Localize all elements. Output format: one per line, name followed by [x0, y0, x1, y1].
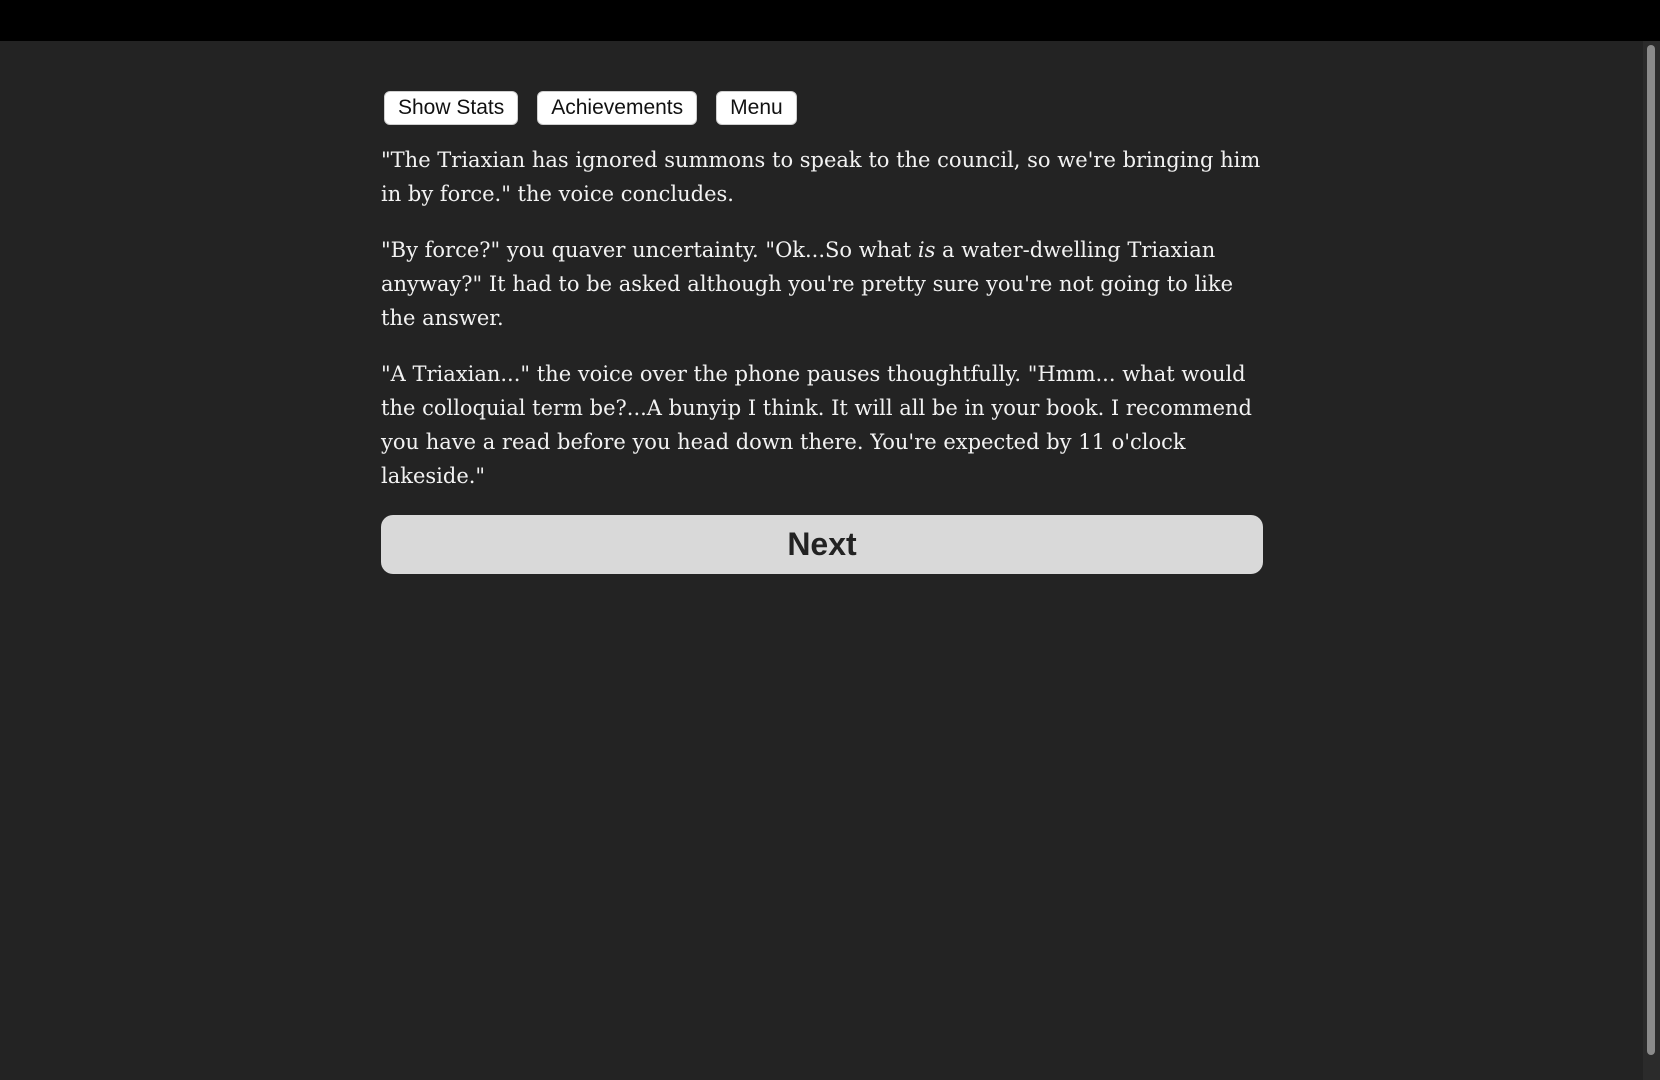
game-content [381, 91, 1263, 574]
story-paragraph-3: "A Triaxian..." the voice over the phone pauses thoughtfully. "Hmm... what would the colloquial term be?...A bunyip I think. It will all be in your book. I recommend you have a read before you head down there. You're expected by 11 o'clock lakeside." [381, 362, 1252, 488]
achievements-button[interactable]: Achievements [537, 91, 697, 125]
show-stats-button[interactable]: Show Stats [384, 91, 518, 125]
browser-top-bar [0, 0, 1660, 41]
story-text [381, 143, 1263, 493]
story-paragraph-2-part-1: "By force?" you quaver uncertainty. "Ok...So what [381, 238, 918, 262]
story-paragraph-1: "The Triaxian has ignored summons to speak to the council, so we're bringing him in by force." the voice concludes. [381, 148, 1261, 206]
menu-button[interactable]: Menu [716, 91, 797, 125]
scrollbar-thumb[interactable] [1647, 45, 1655, 1055]
next-button[interactable]: Next [381, 515, 1263, 574]
story-paragraph-2-emphasis: is [917, 238, 936, 262]
story-paragraph-2 [381, 233, 1263, 335]
toolbar [381, 91, 1263, 125]
story-paragraph-2-part-2: a water-dwelling Triaxian anyway?" It had to be asked although you're pretty sure you're not going to like the answer. [381, 238, 1234, 330]
